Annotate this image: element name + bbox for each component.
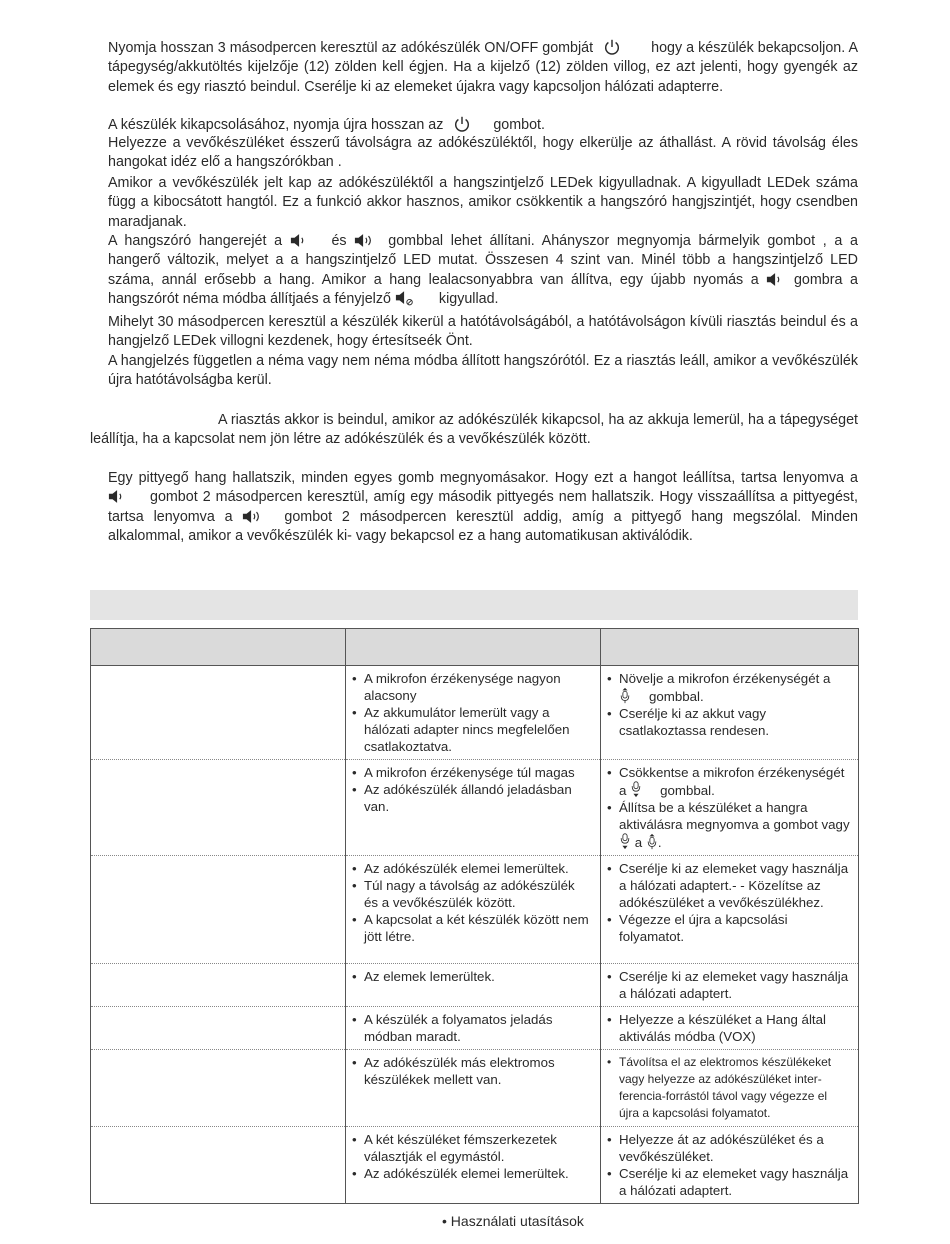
power-icon	[451, 115, 473, 133]
paragraph-text: gombot.	[493, 117, 546, 133]
table-row	[91, 1007, 859, 1050]
speaker-up-icon	[242, 509, 262, 524]
list-item-text: Növelje a mikrofon érzékenységét a	[619, 671, 831, 686]
paragraph-alarm-note	[90, 411, 858, 450]
paragraph-out-of-range	[108, 313, 858, 352]
list-item: • Cserélje ki az elemeket vagy használja a hálózati adaptert.	[607, 968, 850, 1002]
list-item: • A készülék a folyamatos jeladás módban maradt.	[352, 1011, 592, 1045]
paragraph-text: hogy a készülék bekapcsoljon. A tápegység/akkutöltés kijelzője (12) zölden kell égjen. Ha a kijelző (12) zölden villog, ez azt jelenti, hogy gyengék az elemek és egy riasztó beindul. Cserélje ki az elemeket újakra vagy kapcsoljon hálózati adapterre.	[108, 40, 858, 95]
list-item: • Az adókészülék állandó jeladásban van.	[352, 781, 592, 815]
paragraph-text: Egy pittyegő hang hallatszik, minden egyes gomb megnyomásakor. Hogy ezt a hangot leállítsa, tartsa lenyomva a	[108, 470, 858, 486]
paragraph-text: A riasztás akkor is beindul, amikor az adókészülék kikapcsol, ha az akkuja lemerül, ha a tápegységet leállítja, ha a kapcsolat nem jön létre az adókészülék és a vevőkészülék között.	[90, 412, 858, 448]
list-item-text: a	[634, 835, 643, 850]
list-item: • A mikrofon érzékenysége túl magas	[352, 764, 592, 781]
cause-cell	[346, 1127, 601, 1204]
paragraph-text: A hangszóró hangerejét a	[108, 233, 283, 249]
paragraph-text: Nyomja hosszan 3 másodpercen keresztül az adókészülék ON/OFF gombját	[108, 40, 594, 56]
table-row	[91, 666, 859, 760]
list-item: • Cserélje ki az elemeket vagy használja a hálózati adaptert.	[607, 1165, 850, 1199]
paragraph-text: gombot 2 másodpercen keresztül addig, amíg a pittyegő hang megszólal. Minden alkalommal, amikor a vevőkészülék ki- vagy bekapcsol ez a hang automatikusan aktiválódik.	[108, 508, 858, 544]
solution-cell	[601, 1007, 859, 1050]
paragraph-text: gombot 2 másodpercen keresztül, amíg egy második pittyegés nem hallatszik. Hogy visszaállítsa a pittyegést, tartsa lenyomva a	[108, 489, 858, 525]
solution-cell	[601, 856, 859, 964]
solution-cell	[601, 666, 859, 760]
header-solution	[601, 629, 859, 666]
cause-cell	[346, 964, 601, 1007]
paragraph-text: A készülék kikapcsolásához, nyomja újra hosszan az	[108, 117, 444, 133]
mic-up-icon	[619, 687, 631, 704]
list-item-text: .	[657, 835, 662, 850]
table-header-row	[91, 629, 859, 666]
speaker-down-icon	[766, 272, 786, 287]
power-icon	[601, 38, 623, 56]
speaker-up-icon	[354, 233, 374, 248]
paragraph-volume	[108, 232, 858, 309]
list-item	[607, 764, 850, 799]
list-item: • Cserélje ki az elemeket vagy használja a hálózati adaptert.- - Közelítse az adókészüléket a vevőkészülékhez.	[607, 860, 850, 911]
list-item: • Az adókészülék elemei lemerültek.	[352, 860, 592, 877]
paragraph-text: Helyezze a vevőkészüléket ésszerű távolságra az adókészüléktől, hogy elkerülje az áthallást. A rövid távolság éles hangokat idéz elő a hangszórókban .	[108, 135, 858, 171]
problem-cell	[91, 964, 346, 1007]
list-item: • Az adókészülék más elektromos készülékek mellett van.	[352, 1054, 592, 1088]
paragraph-power-on	[108, 38, 858, 97]
list-item: • Helyezze a készüléket a Hang által aktiválás módba (VOX)	[607, 1011, 850, 1045]
list-item-text: Csökkentse a mikrofon érzékenységét a	[619, 765, 845, 798]
list-item	[607, 799, 850, 851]
mic-up-icon	[646, 833, 658, 850]
list-item: • A két készüléket fémszerkezetek választják el egymástól.	[352, 1131, 592, 1165]
table-row	[91, 964, 859, 1007]
paragraph-text: kigyullad.	[438, 290, 499, 307]
list-item	[607, 670, 850, 705]
list-item-text: gombbal.	[649, 689, 704, 704]
list-item: • Végezze el újra a kapcsolási folyamatot.	[607, 911, 850, 945]
list-item-text: gombbal.	[660, 783, 715, 798]
cause-cell	[346, 1007, 601, 1050]
cause-cell	[346, 1050, 601, 1127]
paragraph-power-off	[108, 115, 858, 135]
speaker-down-icon	[290, 233, 310, 248]
paragraph-text: Mihelyt 30 másodpercen keresztül a készülék kikerül a hatótávolságából, a hatótávolságon kívüli riasztás beindul és a hangjelző LEDek villogni kezdenek, hogy értesítseék Önt.	[108, 314, 858, 350]
problem-cell	[91, 760, 346, 856]
solution-cell	[601, 1127, 859, 1204]
header-cause	[346, 629, 601, 666]
section-header-band	[90, 590, 858, 620]
paragraph-alarm-independent	[108, 352, 858, 391]
list-item: • Az adókészülék elemei lemerültek.	[352, 1165, 592, 1182]
mute-icon	[395, 291, 415, 306]
cause-cell	[346, 666, 601, 760]
problem-cell	[91, 1127, 346, 1204]
paragraph-distance	[108, 134, 858, 173]
list-item: • A mikrofon érzékenysége nagyon alacsony	[352, 670, 592, 704]
paragraph-text: gombbal lehet állítani. Ahányszor megnyomja bármelyik gombot , a a hangerő változik, melyet a a hangszintjelző LED mutat. Összesen 4 szint van. Minél több a hangszintjelző LED száma, annál erősebb a hang. Amikor a hang lealacsonyabbra van állítva, egy újabb nyomás a	[108, 233, 858, 288]
cause-cell	[346, 856, 601, 964]
cause-cell	[346, 760, 601, 856]
table-row	[91, 856, 859, 964]
paragraph-text: és	[331, 233, 347, 249]
table-row	[91, 1127, 859, 1204]
paragraph-text: gombra a hangszórót néma módba állítjaés a fényjelző	[108, 271, 858, 307]
problem-cell	[91, 1007, 346, 1050]
paragraph-text: A hangjelzés független a néma vagy nem néma módba állított hangszórótól. Ez a riasztás leáll, amikor a vevőkészülék újra hatótávolságba kerül.	[108, 353, 858, 389]
list-item: • Cserélje ki az akkut vagy csatlakoztassa rendesen.	[607, 705, 850, 739]
list-item: • Az akkumulátor lemerült vagy a hálózati adapter nincs megfelelően csatlakoztatva.	[352, 704, 592, 755]
table-row	[91, 760, 859, 856]
list-item-text: Állítsa be a készüléket a hangra aktiválásra megnyomva a gombot vagy	[619, 800, 850, 832]
solution-cell	[601, 964, 859, 1007]
problem-cell	[91, 1050, 346, 1127]
mic-down-icon	[619, 833, 631, 850]
list-item: • A kapcsolat a két készülék között nem jött létre.	[352, 911, 592, 945]
list-item: • Távolítsa el az elektromos készülékeket vagy helyezze az adókészüléket inter-ferencia-forrástól távol vagy végezze el újra a kapcsolási folyamatot.	[607, 1054, 850, 1122]
problem-cell	[91, 666, 346, 760]
paragraph-led	[108, 174, 858, 232]
solution-cell	[601, 1050, 859, 1127]
list-item: • Helyezze át az adókészüléket és a vevőkészüléket.	[607, 1131, 850, 1165]
troubleshooting-table	[90, 628, 859, 1204]
mic-down-icon	[630, 781, 642, 798]
paragraph-beep	[108, 469, 858, 546]
list-item: • Az elemek lemerültek.	[352, 968, 592, 985]
problem-cell	[91, 856, 346, 964]
header-problem	[91, 629, 346, 666]
list-item: • Túl nagy a távolság az adókészülék és a vevőkészülék között.	[352, 877, 592, 911]
table-row	[91, 1050, 859, 1127]
solution-cell	[601, 760, 859, 856]
page-footer: • Használati utasítások	[442, 1213, 584, 1229]
speaker-down-icon	[108, 489, 128, 504]
paragraph-text: Amikor a vevőkészülék jelt kap az adókészüléktől a hangszintjelző LEDek kigyulladnak. A kigyulladt LEDek száma függ a kibocsátott hangtól. Ez a funkció akkor hasznos, amikor csökkentik a hangszóró hangjszintjét, hogy csendben maradjanak.	[108, 175, 858, 230]
